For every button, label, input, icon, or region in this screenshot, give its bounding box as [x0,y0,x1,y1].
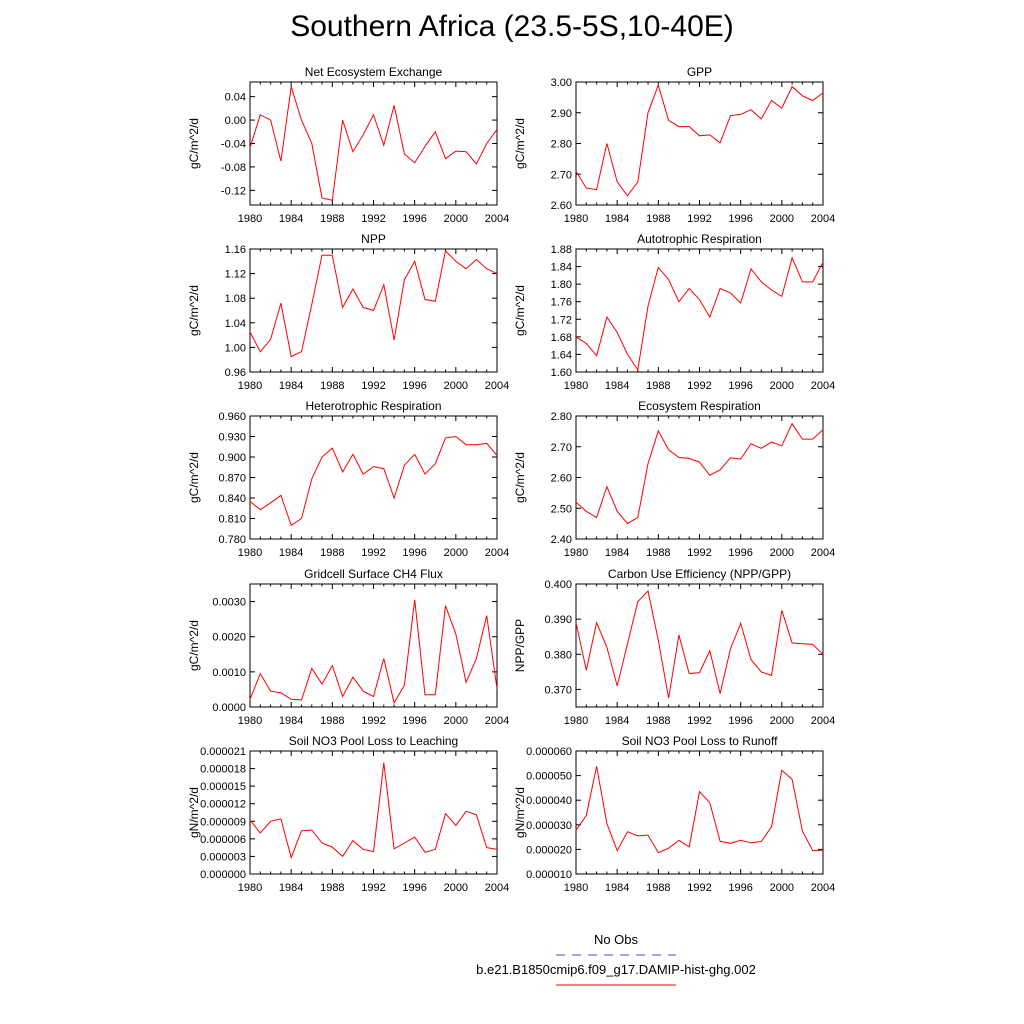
y-tick-label: 1.80 [550,279,572,292]
x-tick-label: 1996 [728,547,753,559]
figure-title: Southern Africa (23.5-5S,10-40E) [290,10,734,43]
x-tick-label: 1996 [728,715,753,727]
y-tick-label: 0.370 [544,684,572,697]
y-tick-label: 0.000050 [526,770,572,783]
x-tick-label: 1988 [646,380,671,392]
x-tick-label: 2000 [443,882,469,894]
x-tick-label: 1988 [646,213,671,225]
y-tick-label: 2.60 [550,472,572,485]
x-tick-label: 2004 [484,715,510,727]
series-line [576,424,823,524]
chart-panel [187,65,509,225]
plot-frame [250,751,497,874]
x-tick-label: 1988 [320,380,345,392]
series-line [576,85,823,196]
y-axis-label: gC/m^2/d [513,118,527,169]
chart-title: Heterotrophic Respiration [305,399,442,413]
y-tick-label: 0.04 [224,91,246,104]
y-tick-label: 0.000060 [526,746,572,758]
chart-panel [513,399,835,559]
chart-title: Gridcell Surface CH4 Flux [304,567,443,581]
plot-frame [576,584,823,707]
x-tick-label: 1980 [237,213,263,225]
x-tick-label: 1984 [604,213,630,225]
y-axis-label: gN/m^2/d [513,787,527,838]
x-tick-label: 2004 [484,213,510,225]
chart-panel [513,232,835,392]
chart-panel [187,567,509,727]
x-tick-label: 1996 [728,882,753,894]
y-axis-label: gC/m^2/d [187,620,201,671]
x-tick-label: 1980 [563,380,589,392]
y-tick-label: 0.000003 [200,851,246,864]
series-line [576,591,823,698]
x-tick-label: 1984 [604,547,630,559]
plot-frame [250,584,497,707]
chart-panel [187,232,509,392]
x-tick-label: 1984 [278,882,304,894]
x-tick-label: 1992 [361,547,386,559]
y-tick-label: 3.00 [550,77,572,89]
x-tick-label: 1984 [278,380,304,392]
y-axis-label: gC/m^2/d [513,285,527,336]
chart-title: Autotrophic Respiration [637,232,762,246]
chart-panel [513,65,835,225]
series-line [250,437,497,526]
x-tick-label: 1996 [402,547,427,559]
x-tick-label: 2004 [484,882,510,894]
y-tick-label: 0.000015 [200,781,246,794]
x-tick-label: 2004 [810,547,836,559]
chart-title: GPP [686,65,713,79]
x-tick-label: 1984 [604,380,630,392]
y-tick-label: 0.000006 [200,833,246,846]
y-tick-label: 0.000018 [200,763,246,776]
y-tick-label: 1.76 [550,296,572,309]
x-tick-label: 2004 [810,213,836,225]
x-tick-label: 1992 [687,547,712,559]
y-tick-label: -0.04 [220,138,246,151]
x-tick-label: 1988 [320,213,345,225]
y-tick-label: 1.68 [550,331,572,344]
y-tick-label: 2.70 [550,169,572,182]
x-tick-label: 2004 [484,547,510,559]
y-tick-label: 1.04 [224,317,246,330]
y-tick-label: 0.0010 [212,666,246,679]
x-tick-label: 1996 [402,715,427,727]
y-tick-label: 1.84 [550,261,572,274]
y-axis-label: gC/m^2/d [187,452,201,503]
y-tick-label: 1.64 [550,349,572,362]
chart-panel [513,734,835,894]
y-tick-label: 1.00 [224,342,246,355]
x-tick-label: 1980 [237,715,263,727]
x-tick-label: 1996 [402,882,427,894]
x-tick-label: 1984 [604,882,630,894]
y-axis-label: gC/m^2/d [187,118,201,169]
plot-frame [576,416,823,539]
x-tick-label: 1980 [563,547,589,559]
y-tick-label: 0.900 [218,452,246,464]
x-tick-label: 1996 [728,380,753,392]
chart-title: Soil NO3 Pool Loss to Leaching [288,734,459,748]
y-tick-label: 0.0000 [212,702,246,714]
y-tick-label: 0.380 [544,649,572,662]
x-tick-label: 1992 [361,715,386,727]
plot-frame [576,249,823,372]
x-tick-label: 1988 [646,547,671,559]
x-tick-label: 2004 [810,715,836,727]
x-tick-label: 2000 [443,715,469,727]
y-tick-label: 1.12 [224,268,246,281]
legend-model-label: b.e21.B1850cmip6.f09_g17.DAMIP-hist-ghg.002 [476,962,756,977]
x-tick-label: 1992 [687,213,712,225]
series-line [250,87,497,201]
y-tick-label: 2.60 [550,200,572,212]
chart-title: Net Ecosystem Exchange [304,65,443,79]
y-tick-label: -0.12 [220,185,246,198]
y-tick-label: 2.80 [550,138,572,151]
x-tick-label: 1988 [646,715,671,727]
y-tick-label: 2.70 [550,441,572,454]
x-tick-label: 1996 [402,380,427,392]
chart-title: Soil NO3 Pool Loss to Runoff [621,734,778,748]
y-tick-label: 0.930 [218,431,246,444]
x-tick-label: 2000 [443,380,469,392]
chart-title: Ecosystem Respiration [638,399,761,413]
x-tick-label: 1980 [237,547,263,559]
plot-frame [250,416,497,539]
y-tick-label: 1.88 [550,244,572,256]
x-tick-label: 1992 [361,882,386,894]
chart-panel [513,567,835,727]
series-line [576,766,823,852]
x-tick-label: 1992 [361,380,386,392]
x-tick-label: 1992 [687,882,712,894]
y-tick-label: 1.72 [550,314,572,327]
plot-frame [576,751,823,874]
series-line [250,600,497,703]
y-tick-label: 1.16 [224,244,246,256]
x-tick-label: 1988 [320,715,345,727]
x-tick-label: 1996 [728,213,753,225]
series-line [250,763,497,858]
x-tick-label: 1992 [687,380,712,392]
y-tick-label: 0.870 [218,472,246,485]
y-tick-label: 0.0030 [212,596,246,609]
x-tick-label: 1992 [361,213,386,225]
y-tick-label: 2.90 [550,107,572,120]
x-tick-label: 1980 [237,380,263,392]
x-tick-label: 1980 [563,715,589,727]
y-axis-label: NPP/GPP [513,618,527,673]
x-tick-label: 2004 [810,380,836,392]
y-tick-label: 0.96 [224,367,246,379]
y-tick-label: 0.960 [218,411,246,423]
x-tick-label: 2000 [769,547,795,559]
x-tick-label: 1988 [646,882,671,894]
y-axis-label: gC/m^2/d [513,452,527,503]
x-tick-label: 1988 [320,547,345,559]
y-tick-label: 2.40 [550,534,572,546]
y-axis-label: gN/m^2/d [187,787,201,838]
x-tick-label: 1988 [320,882,345,894]
series-line [576,258,823,370]
x-tick-label: 2004 [484,380,510,392]
x-tick-label: 1984 [278,213,304,225]
y-tick-label: 2.50 [550,503,572,516]
y-tick-label: 0.00 [224,115,246,128]
x-tick-label: 1980 [563,882,589,894]
x-tick-label: 2000 [443,213,469,225]
x-tick-label: 1980 [563,213,589,225]
y-tick-label: 1.08 [224,293,246,306]
y-tick-label: 1.60 [550,367,572,379]
x-tick-label: 2000 [443,547,469,559]
legend-obs-label: No Obs [593,932,639,947]
y-tick-label: 0.780 [218,534,246,546]
y-tick-label: -0.08 [220,161,246,174]
y-axis-label: gC/m^2/d [187,285,201,336]
series-line [250,251,497,357]
y-tick-label: 0.0020 [212,631,246,644]
y-tick-label: 0.000009 [200,816,246,829]
x-tick-label: 2000 [769,882,795,894]
y-tick-label: 0.000012 [200,798,246,811]
y-tick-label: 0.000000 [200,869,246,881]
plot-frame [250,82,497,205]
x-tick-label: 2000 [769,380,795,392]
chart-panel [187,734,509,894]
x-tick-label: 2000 [769,213,795,225]
x-tick-label: 2000 [769,715,795,727]
y-tick-label: 0.000040 [526,795,572,808]
chart-title: NPP [361,232,386,246]
x-tick-label: 1984 [604,715,630,727]
x-tick-label: 2004 [810,882,836,894]
y-tick-label: 2.80 [550,411,572,423]
x-tick-label: 1992 [687,715,712,727]
chart-panel [187,399,509,559]
y-tick-label: 0.840 [218,493,246,505]
y-tick-label: 0.000030 [526,819,572,832]
y-tick-label: 0.000010 [526,869,572,881]
x-tick-label: 1984 [278,547,304,559]
x-tick-label: 1980 [237,882,263,894]
y-tick-label: 0.390 [544,614,572,627]
y-tick-label: 0.400 [544,579,572,591]
x-tick-label: 1984 [278,715,304,727]
chart-title: Carbon Use Efficiency (NPP/GPP) [607,567,792,581]
y-tick-label: 0.000020 [526,844,572,857]
y-tick-label: 0.810 [218,513,246,526]
y-tick-label: 0.000021 [200,746,246,758]
x-tick-label: 1996 [402,213,427,225]
